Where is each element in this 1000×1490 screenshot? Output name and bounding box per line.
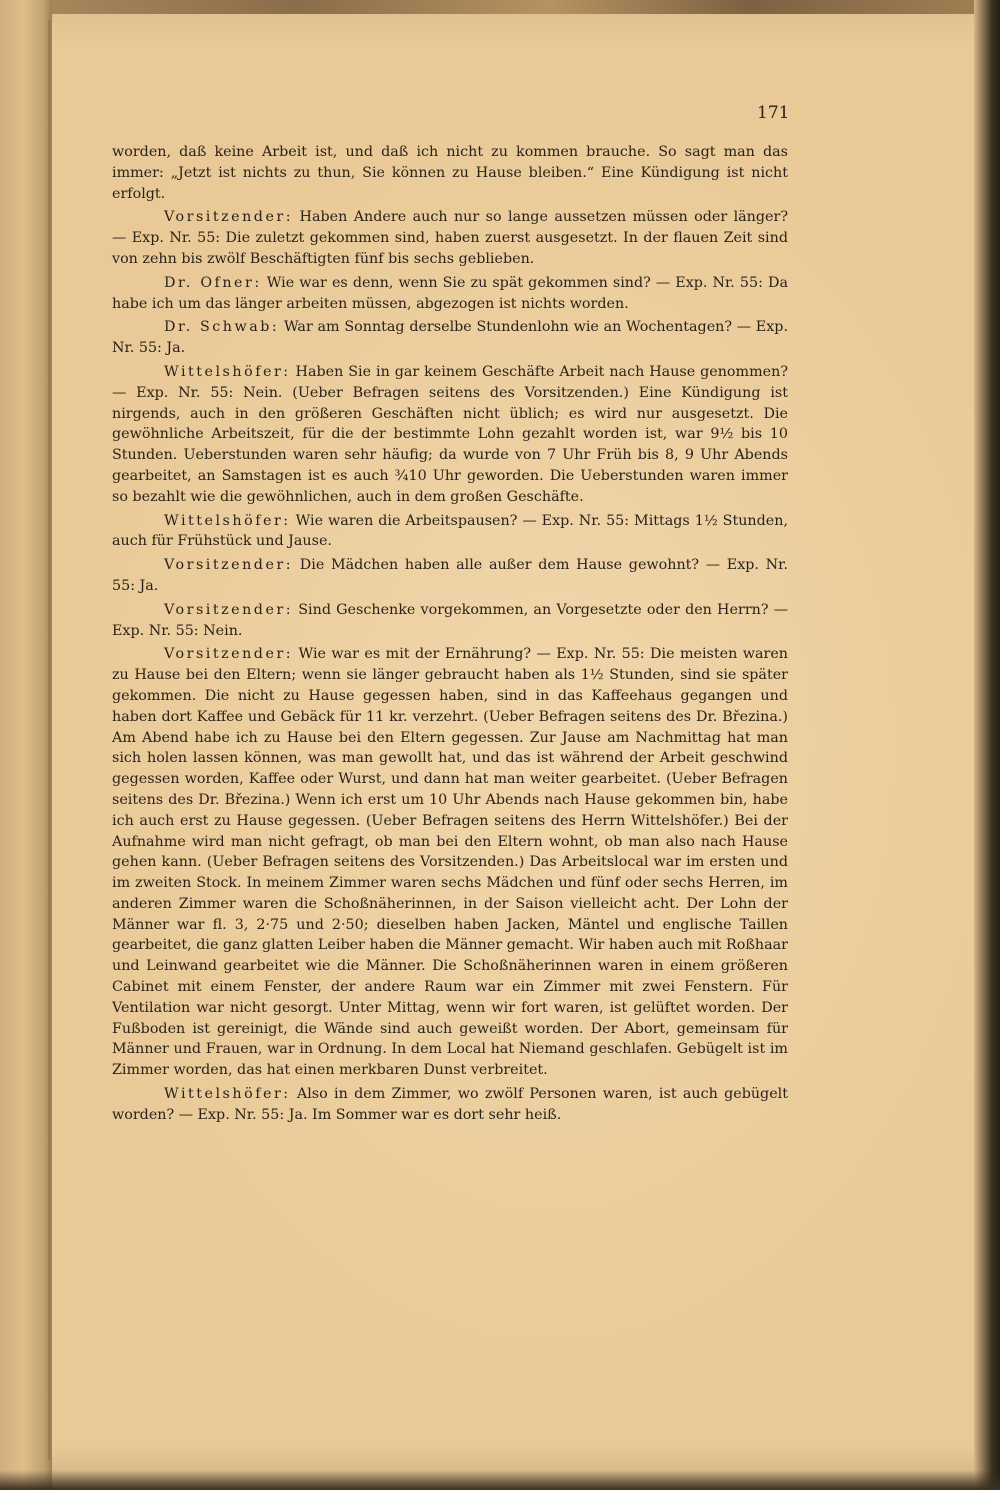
page-number: 171 — [757, 103, 790, 123]
page-bottom-edge — [0, 1470, 1000, 1490]
paragraph — [112, 555, 788, 597]
paragraph-text: Haben Sie in gar keinem Geschäfte Arbeit nach Hause genommen? — Exp. Nr. 55: Nein. (Ueber Befragen seitens des Vorsitzenden.) Eine Kündigung ist nirgends, auch in den größeren Geschäften nicht üblich; es wird nur ausgesetzt. Die gewöhnliche Arbeitszeit, für die der bestimmte Lohn gezahlt worden ist, war 9½ bis 10 Stunden. Ueberstunden waren sehr häufig; da wurde von 7 Uhr Früh bis 8, 9 Uhr Abends gearbeitet, an Samstagen ist es auch ¾10 Uhr geworden. Die Ueberstunden waren immer so bezahlt wie die gewöhnlichen, auch in dem großen Geschäfte. — [112, 363, 788, 505]
paragraph-text: Wie waren die Arbeitspausen? — Exp. Nr. 55: Mittags 1½ Stunden, auch für Frühstück und Jause. — [112, 512, 788, 550]
paragraph — [112, 1084, 788, 1126]
paragraph — [112, 511, 788, 553]
speaker-name: Dr. Ofner: — [164, 274, 262, 291]
speaker-name: Dr. Schwab: — [164, 319, 280, 336]
paragraph — [112, 644, 788, 1081]
gutter-fold-line — [48, 20, 51, 1460]
paragraph — [112, 207, 788, 269]
speaker-name: Vorsitzender: — [164, 601, 294, 618]
speaker-name: Wittelshöfer: — [164, 363, 291, 380]
paragraph-text: Sind Geschenke vorgekommen, an Vorgesetzte oder den Herrn? — Exp. Nr. 55: Nein. — [112, 601, 788, 639]
paragraph-text: Wie war es denn, wenn Sie zu spät gekommen sind? — Exp. Nr. 55: Da habe ich um das länger arbeiten müssen, abgezogen ist nichts worden. — [112, 274, 788, 312]
paragraph — [112, 317, 788, 359]
speaker-name: Vorsitzender: — [164, 557, 294, 574]
speaker-name: Vorsitzender: — [164, 209, 294, 226]
paragraph-text: worden, daß keine Arbeit ist, und daß ich nicht zu kommen brauche. So sagt man das immer: „Jetzt ist nichts zu thun, Sie können zu Hause bleiben.“ Eine Kündigung ist nicht erfolgt. — [112, 144, 788, 202]
paragraph — [112, 273, 788, 315]
page-gutter — [0, 0, 52, 1490]
paragraph-text: War am Sonntag derselbe Stundenlohn wie an Wochentagen? — Exp. Nr. 55: Ja. — [112, 319, 788, 357]
speaker-name: Wittelshöfer: — [164, 1086, 291, 1103]
body-text — [112, 142, 788, 1129]
paragraph-text: Haben Andere auch nur so lange aussetzen müssen oder länger? — Exp. Nr. 55: Die zuletzt gekommen sind, haben zuerst ausgesetzt. In der flauen Zeit sind von zehn bis zwölf Beschäftigten fünf bis sechs geblieben. — [112, 209, 788, 267]
page-right-edge — [974, 0, 1000, 1490]
speaker-name: Wittelshöfer: — [164, 512, 291, 529]
page-top-edge — [0, 0, 1000, 14]
paragraph — [112, 362, 788, 508]
paragraph — [112, 142, 788, 204]
paragraph-text: Also in dem Zimmer, wo zwölf Personen waren, ist auch gebügelt worden? — Exp. Nr. 55: Ja. Im Sommer war es dort sehr heiß. — [112, 1086, 788, 1123]
speaker-name: Vorsitzender: — [164, 646, 294, 663]
paragraph-text: Wie war es mit der Ernährung? — Exp. Nr. 55: Die meisten waren zu Hause bei den Eltern; wenn sie länger gebraucht haben als 1½ Stunden, sind sie später gekommen. Die nicht zu Hause gegessen haben, sind in das Kaffeehaus gegangen und haben dort Kaffee und Gebäck für 11 kr. verzehrt. (Ueber Befragen seitens des Dr. Březina.) Am Abend habe ich zu Hause bei den Eltern gegessen. Zur Jause am Nachmittag hat man sich holen lassen können, was man gewollt hat, und das ist während der Arbeit geschwind gegessen worden, Kaffee oder Wurst, und dann hat man weiter gearbeitet. (Ueber Befragen seitens des Dr. Březina.) Wenn ich erst um 10 Uhr Abends nach Hause gekommen bin, habe ich auch erst zu Hause gegessen. (Ueber Befragen seitens des Herrn Wittelshöfer.) Bei der Aufnahme wird man nicht gefragt, ob man bei den Eltern wohnt, ob man also nach Hause gehen kann. (Ueber Befragen seitens des Vorsitzenden.) Das Arbeitslocal war im ersten und im zweiten Stock. In meinem Zimmer waren sechs Mädchen und fünf oder sechs Herren, im anderen Zimmer waren die Schoßnäherinnen, in der Saison vielleicht acht. Der Lohn der Männer war fl. 3, 2·75 und 2·50; dieselben haben Jacken, Mäntel und englische Taillen gearbeitet, die ganz glatten Leiber haben die Männer gemacht. Wir haben auch mit Roßhaar und Leinwand gearbeitet wie die Männer. Die Schoßnäherinnen waren in einem größeren Cabinet mit einem Fenster, der andere Raum war ein Zimmer mit zwei Fenstern. Für Ventilation war nicht gesorgt. Unter Mittag, wenn wir fort waren, ist gelüftet worden. Der Fußboden ist gereinigt, die Wände sind auch geweißt worden. Der Abort, gemeinsam für Männer und Frauen, war in Ordnung. In dem Local hat Niemand geschlafen. Gebügelt ist im Zimmer worden, das hat einen merkbaren Dunst verbreitet. — [112, 646, 788, 1079]
paragraph-text: Die Mädchen haben alle außer dem Hause gewohnt? — Exp. Nr. 55: Ja. — [112, 557, 788, 594]
paragraph — [112, 600, 788, 642]
